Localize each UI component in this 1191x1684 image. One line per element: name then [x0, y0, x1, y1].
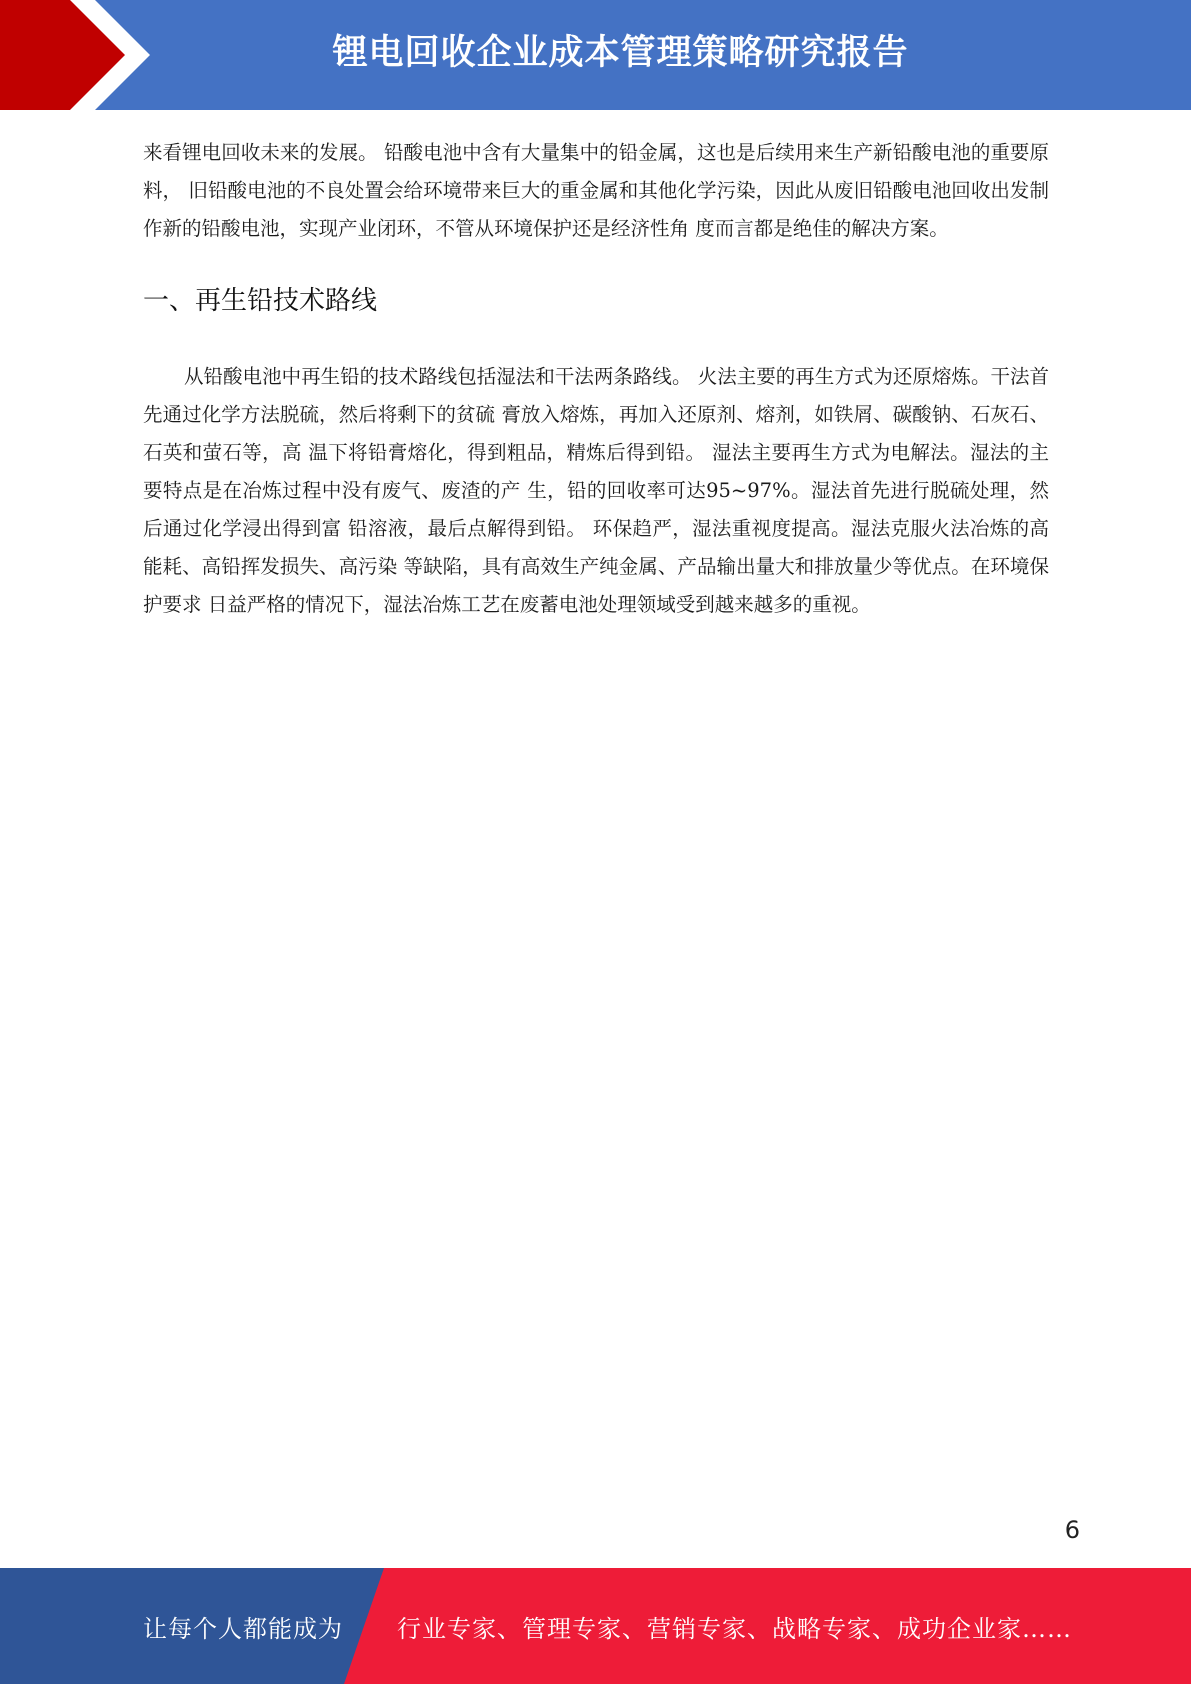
- page-footer: [0, 1568, 1191, 1684]
- page-number: 6: [1064, 1516, 1080, 1544]
- header-chevron-decoration: [0, 0, 160, 110]
- footer-slogan-left: 让每个人都能成为: [143, 1615, 343, 1643]
- footer-slogan-right: 行业专家、管理专家、营销专家、战略专家、成功企业家……: [397, 1615, 1072, 1643]
- report-title: 锂电回收企业成本管理策略研究报告: [332, 33, 909, 73]
- page-header: [0, 0, 1191, 110]
- section-paragraph: 从铅酸电池中再生铅的技术路线包括湿法和干法两条路线。 火法主要的再生方式为还原熔炼。干法首先通过化学方法脱硫，然后将剩下的贫硫 膏放入熔炼，再加入还原剂、熔剂，如铁屑、碳酸钠、石灰石、石英和萤石等，高 温下将铅膏熔化，得到粗品，精炼后得到铅。 湿法主要再生方式为电解法。湿法的主要特点是在冶炼过程中没有废气、废渣的产 生，铅的回收率可达95~97%。湿法首先进行脱硫处理，然后通过化学浸出得到富 铅溶液，最后点解得到铅。 环保趋严，湿法重视度提高。湿法克服火法冶炼的高能耗、高铅挥发损失、高污染 等缺陷，具有高效生产纯金属、产品输出量大和排放量少等优点。在环境保护要求 日益严格的情况下，湿法冶炼工艺在废蓄电池处理领域受到越来越多的重视。: [143, 365, 1049, 616]
- intro-paragraph: 来看锂电回收未来的发展。 铅酸电池中含有大量集中的铅金属，这也是后续用来生产新铅酸电池的重要原料， 旧铅酸电池的不良处置会给环境带来巨大的重金属和其他化学污染，因此从废旧铅酸电池回收出发制作新的铅酸电池，实现产业闭环，不管从环境保护还是经济性角 度而言都是绝佳的解决方案。: [143, 141, 1049, 240]
- document-body: [143, 134, 1049, 624]
- section-heading: 一、再生铅技术路线: [143, 286, 378, 316]
